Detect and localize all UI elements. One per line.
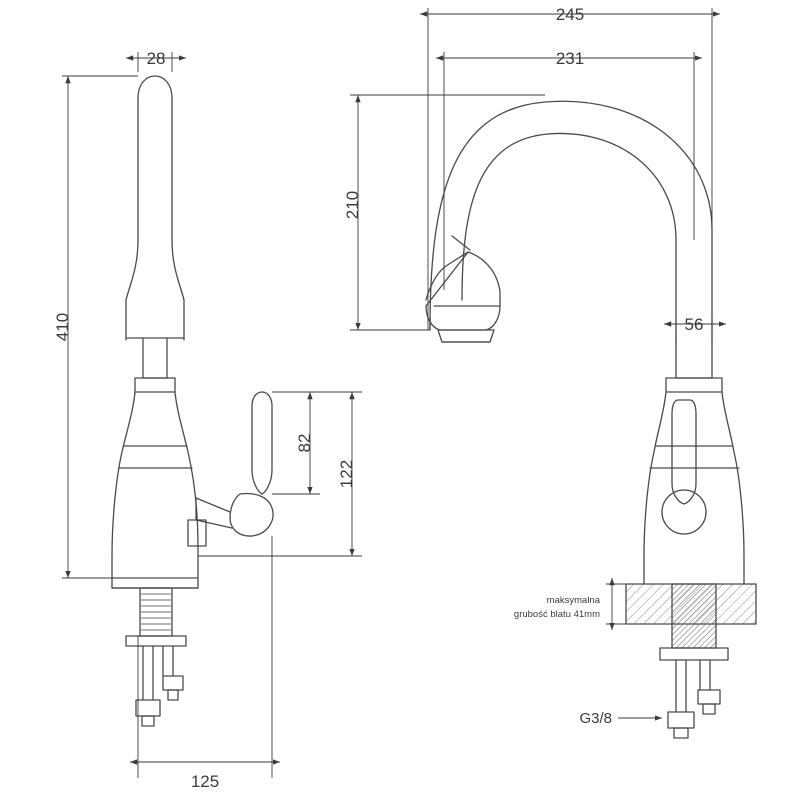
spray-hose-joint (452, 236, 470, 250)
spout-cap (138, 76, 172, 98)
body-collar (135, 378, 175, 392)
shank-thread-hatch (140, 594, 172, 630)
side-body-left (644, 392, 666, 584)
thread-spec-label: G3/8 (579, 710, 612, 727)
spray-nozzle (438, 330, 494, 342)
side-mounting-plate (660, 648, 728, 660)
lever-handle-base (230, 494, 273, 537)
front-elevation-view (112, 76, 273, 726)
dim-label-231: 231 (555, 49, 585, 68)
side-tube-b-tip (703, 704, 715, 714)
side-handle-lever (672, 400, 696, 504)
supply-right-tip (168, 690, 178, 700)
dim-label-28: 28 (146, 49, 166, 68)
dim-label-122: 122 (337, 459, 356, 489)
handle-arm-lower (196, 520, 232, 528)
side-tube-b-nut (698, 690, 720, 704)
gooseneck-outer (430, 101, 712, 340)
body-left-profile (112, 392, 135, 578)
countertop-note-line1: maksymalna (546, 595, 600, 606)
side-body-right (722, 392, 744, 584)
side-elevation-view (426, 101, 756, 738)
dim-label-245: 245 (555, 5, 585, 24)
base-flange (112, 578, 198, 588)
body-right-profile (175, 392, 198, 578)
connector-nut-left (136, 700, 160, 716)
handle-arm (196, 498, 230, 512)
side-connector-tip (674, 728, 688, 738)
countertop-note-line2: grubość blatu 41mm (513, 609, 600, 620)
side-connector-nut (668, 712, 694, 728)
dim-label-410: 410 (53, 312, 72, 342)
front-view-dimensions (62, 52, 362, 778)
spout-left-profile (126, 98, 138, 340)
dim-label-125: 125 (190, 772, 220, 791)
side-shank (672, 584, 716, 648)
spout-right-profile (172, 98, 184, 340)
dim-label-210: 210 (343, 190, 362, 220)
supply-right-nut (163, 676, 183, 690)
gooseneck-inner (462, 133, 676, 340)
dim-label-56: 56 (684, 315, 704, 334)
lever-handle (252, 392, 272, 494)
side-body-collar (666, 378, 722, 392)
mounting-plate (126, 636, 186, 646)
dim-label-82: 82 (295, 433, 314, 453)
connector-tip-left (142, 716, 154, 726)
side-handle-hub (662, 490, 706, 534)
